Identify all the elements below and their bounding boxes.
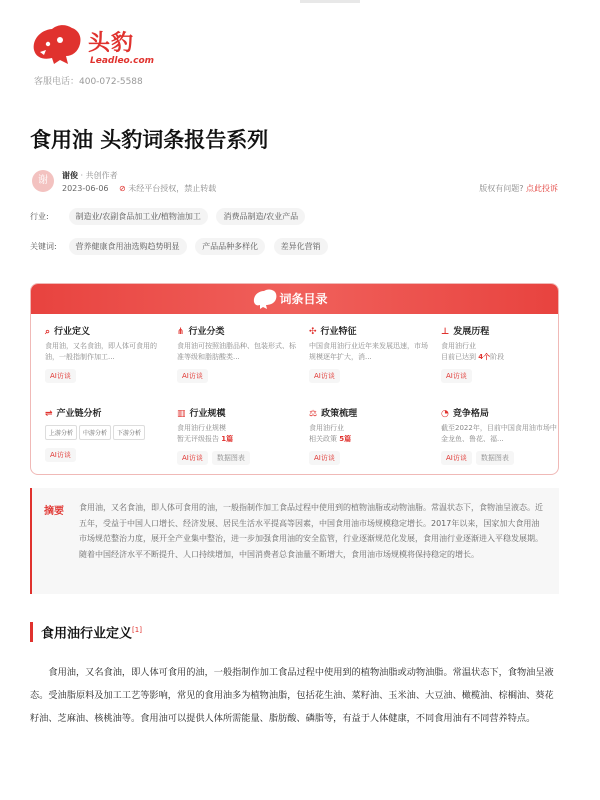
desc-line: 食用油行业规模 (177, 424, 226, 432)
data-chart-chip[interactable]: 数据图表 (212, 451, 250, 465)
industry-tag[interactable]: 制造业/农副食品加工业/植物油加工 (69, 208, 208, 225)
catalog-item-scale[interactable] (177, 406, 297, 465)
summary-box (30, 488, 559, 594)
author-line (62, 170, 118, 181)
upstream-chip[interactable]: 上游分析 (45, 425, 77, 440)
catalog-card (30, 283, 559, 475)
ai-interview-chip[interactable]: AI访谈 (309, 451, 340, 465)
catalog-item-desc: 中国食用油行业近年来发展迅速，市场规模逐年扩大，消... (309, 342, 428, 361)
feature-icon: ✣ (309, 327, 317, 337)
feedback-question: 版权有问题? (479, 184, 524, 193)
catalog-item-desc: 截至2022年，目前中国食用油市场中金龙鱼、鲁花、福... (441, 424, 557, 443)
summary-label: 摘要 (44, 506, 64, 517)
desc-line: 相关政策 (309, 435, 340, 443)
desc-line: 阶段 (490, 353, 505, 361)
hierarchy-icon: ⋔ (177, 327, 185, 337)
catalog-item-history[interactable] (441, 324, 559, 383)
desc-line: 目前已达到 (441, 353, 479, 361)
ai-interview-chip[interactable]: AI访谈 (441, 369, 472, 383)
data-chart-chip[interactable]: 数据图表 (476, 451, 514, 465)
ai-interview-chip[interactable]: AI访谈 (177, 369, 208, 383)
catalog-item-desc (441, 341, 559, 363)
date-row (62, 183, 216, 194)
license-text: 未经平台授权，禁止转载 (128, 184, 217, 193)
report-count: 1篇 (221, 435, 234, 443)
catalog-title: 词条目录 (279, 292, 328, 306)
section-body: 食用油，又名食油，即人体可食用的油，一般指制作加工食品过程中使用到的植物油脂或动物油脂。常温状态下，食物油呈液态。受油脂原料及加工工艺等影响，常见的食用油多为植物油脂，包括花生油、菜籽油、玉米油、大豆油、橄榄油、棕榈油、葵花籽油、芝麻油、核桃油等。食用油可以提供人体所需能量、脂肪酸、磷脂等，有益于人体健康，不同食用油有不同营养特点。 (30, 667, 554, 724)
ai-interview-chip[interactable]: AI访谈 (45, 369, 76, 383)
ai-interview-chip[interactable]: AI访谈 (177, 451, 208, 465)
keywords-row (30, 238, 334, 255)
ai-interview-chip[interactable]: AI访谈 (309, 369, 340, 383)
forbidden-icon: ⊘ (119, 184, 126, 193)
catalog-item-definition[interactable] (45, 324, 165, 383)
industry-row (30, 208, 311, 225)
reference-link[interactable]: [1] (132, 626, 142, 634)
catalog-item-chain[interactable] (45, 406, 165, 462)
catalog-item-title: 政策梳理 (321, 409, 358, 419)
publish-date: 2023-06-06 (62, 184, 109, 193)
magnifier-icon: ⌕ (45, 327, 51, 337)
summary-text: 食用油，又名食油，即人体可食用的油，一般指制作加工食品过程中使用到的植物油脂或动物油脂。常温状态下，食物油呈液态。近五年，受益于中国人口增长、经济发展、居民生活水平提高等因素，中国食用油市场规模稳定增长。2017年以来，国家加大食用油市场规范整治力度，展开全产业集中整治，进一步加强食用油的安全监管，行业逐渐规范化发展，食用油行业逐渐进入平稳发展期。随着中国经济水平不断提升、人口持续增加，中国消费者总食油量不断增大，食用油市场规模将保持稳定的增长。 (79, 503, 543, 559)
catalog-item-features[interactable] (309, 324, 429, 383)
brand-url[interactable]: Leadleo.com (90, 56, 155, 66)
industry-tag[interactable]: 消费品制造/农业产品 (216, 208, 305, 225)
catalog-header (31, 284, 558, 314)
catalog-item-title: 竞争格局 (452, 409, 489, 419)
chain-icon: ⇌ (45, 409, 53, 419)
catalog-item-desc (177, 423, 297, 445)
keywords-label: 关键词: (30, 242, 57, 251)
section-title (30, 622, 142, 642)
section-title-text: 食用油行业定义 (41, 626, 133, 642)
document-title: 食用油 头豹词条报告系列 (30, 128, 269, 152)
author-avatar: 谢 (32, 170, 54, 192)
catalog-item-title: 产业链分析 (56, 409, 102, 419)
keyword-tag[interactable]: 营养健康食用油选购趋势明显 (69, 238, 187, 255)
catalog-item-competition[interactable] (441, 406, 559, 465)
industry-label: 行业: (30, 212, 49, 221)
catalog-item-desc (309, 423, 429, 445)
brand-name: 头豹 (88, 31, 135, 56)
desc-line: 食用油行业 (441, 342, 476, 350)
keyword-tag[interactable]: 差异化营销 (274, 238, 328, 255)
author-role: · 共创作者 (78, 171, 118, 180)
downstream-chip[interactable]: 下游分析 (113, 425, 145, 440)
catalog-item-title: 行业定义 (54, 327, 91, 337)
catalog-item-title: 行业特征 (320, 327, 357, 337)
scale-icon: ⚖ (309, 409, 318, 419)
copyright-feedback (479, 183, 558, 194)
catalog-item-policy[interactable] (309, 406, 429, 465)
keyword-tag[interactable]: 产品品种多样化 (195, 238, 265, 255)
catalog-item-desc: 食用油，又名食油，即人体可食用的油，一般指制作加工... (45, 342, 157, 361)
hotline: 客服电话：400-072-5588 (34, 77, 143, 87)
ai-interview-chip[interactable]: AI访谈 (45, 448, 76, 462)
desc-line: 暂无评级报告 (177, 435, 222, 443)
no-repost-notice (119, 184, 216, 193)
midstream-chip[interactable]: 中游分析 (79, 425, 111, 440)
policy-count: 5篇 (339, 435, 352, 443)
catalog-item-title: 行业分类 (188, 327, 225, 337)
timeline-icon: ⊥ (441, 327, 450, 337)
brand-logo[interactable] (28, 20, 158, 72)
bar-chart-icon: ▥ (177, 409, 186, 419)
catalog-item-title: 行业规模 (189, 409, 226, 419)
catalog-item-title: 发展历程 (453, 327, 490, 337)
desc-line: 食用油行业 (309, 424, 344, 432)
catalog-item-desc: 食用油可按照油脂品种、包装形式、标准等级和脂肪酸类... (177, 342, 296, 361)
ai-interview-chip[interactable]: AI访谈 (441, 451, 472, 465)
pie-chart-icon: ◔ (441, 409, 449, 419)
page-top-edge (300, 0, 360, 3)
stage-count: 4个 (478, 353, 491, 361)
catalog-item-classification[interactable] (177, 324, 297, 383)
author-name: 谢俊 (62, 171, 78, 180)
complaint-link[interactable]: 点此投诉 (526, 184, 558, 193)
leopard-logo-icon (28, 20, 84, 72)
